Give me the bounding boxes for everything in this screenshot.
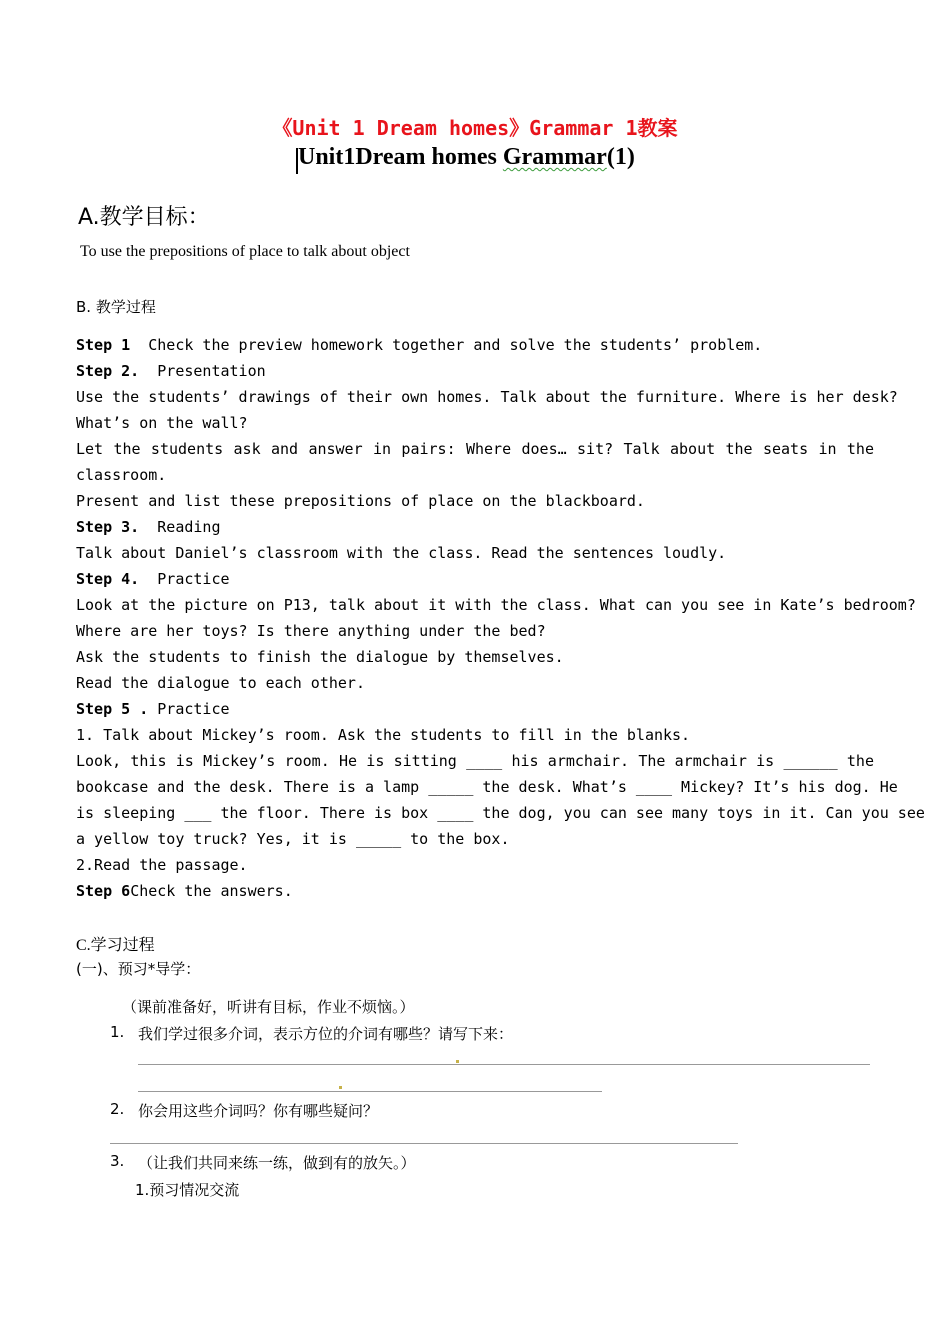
step5-title: Practice — [157, 700, 230, 718]
step5-fill-line1: Look, this is Mickey’s room. He is sitting ____ his armchair. The armchair is ______ the — [76, 752, 874, 770]
section-c-note: （课前准备好，听讲有目标，作业不烦恼。） — [122, 998, 415, 1016]
section-c-sub1: (一)、预习*导学： — [76, 960, 201, 978]
answer-line-1[interactable] — [138, 1064, 870, 1065]
subtitle-part3: (1) — [606, 144, 635, 170]
subtitle-part2-spellcheck: Grammar — [502, 144, 607, 170]
step2-title: Presentation — [157, 362, 266, 380]
step2-label: Step 2. — [76, 362, 140, 380]
answer-line-2[interactable] — [138, 1091, 602, 1092]
step3-line — [76, 514, 221, 540]
step4-line — [76, 566, 230, 592]
subtitle-part1: Unit1Dream homes — [298, 144, 503, 170]
step3-title: Reading — [157, 518, 221, 536]
section-a-objective: To use the prepositions of place to talk about object — [80, 243, 410, 260]
step3-text: Talk about Daniel’s classroom with the class. Read the sentences loudly. — [76, 544, 727, 562]
step4-title: Practice — [157, 570, 230, 588]
step5-item2: 2.Read the passage. — [76, 856, 248, 874]
step4-line2: Where are her toys? Is there anything under the bed? — [76, 622, 546, 640]
step5-fill-line2: bookcase and the desk. There is a lamp _____ the desk. What’s ____ Mickey? It’s his dog. He — [76, 778, 898, 796]
step3-label: Step 3. — [76, 518, 140, 536]
step5-item1: 1. Talk about Mickey’s room. Ask the students to fill in the blanks. — [76, 726, 691, 744]
step2-paragraph1-line2: What’s on the wall? — [76, 414, 248, 432]
question2-text: 你会用这些介词吗？你有哪些疑问？ — [138, 1102, 379, 1120]
step1-label: Step 1 — [76, 336, 131, 354]
document-subtitle — [298, 144, 635, 171]
step6-label: Step 6 — [76, 882, 131, 900]
document-title-red: 《Unit 1 Dream homes》Grammar 1教案 — [272, 116, 678, 140]
step2-paragraph3: Present and list these prepositions of place on the blackboard. — [76, 492, 645, 510]
step2-paragraph2-line2: classroom. — [76, 466, 167, 484]
step4-label: Step 4. — [76, 570, 140, 588]
section-a-heading: A.教学目标： — [78, 205, 210, 230]
answer-line-3[interactable] — [110, 1143, 738, 1144]
question3-subitem: 1.预习情况交流 — [135, 1181, 240, 1199]
step5-fill-line3: is sleeping ___ the floor. There is box ____ the dog, you can see many toys in it. Can you see — [76, 804, 925, 822]
question1-text: 我们学过很多介词，表示方位的介词有哪些？请写下来： — [138, 1025, 514, 1043]
question3-text: （让我们共同来练一练，做到有的放矢。） — [138, 1154, 416, 1172]
step2-paragraph1-line1: Use the students’ drawings of their own homes. Talk about the furniture. Where is her desk? — [76, 388, 898, 406]
step2-paragraph2-line1: Let the students ask and answer in pairs: Where does… sit? Talk about the seats in the — [76, 440, 874, 458]
step1-line — [76, 332, 762, 358]
step5-fill-line4: a yellow toy truck? Yes, it is _____ to the box. — [76, 830, 510, 848]
step6-text: Check the answers. — [130, 882, 293, 900]
step4-line4: Read the dialogue to each other. — [76, 674, 365, 692]
step6-line — [76, 878, 293, 904]
question3-number: 3. — [110, 1152, 125, 1170]
step4-line1: Look at the picture on P13, talk about it with the class. What can you see in Kate’s bedroom? — [76, 596, 916, 614]
step5-label: Step 5 . — [76, 700, 149, 718]
step5-line — [76, 696, 230, 722]
question1-number: 1. — [110, 1023, 125, 1041]
section-c-heading: C.学习过程 — [76, 937, 155, 954]
section-b-heading: B. 教学过程 — [76, 298, 156, 316]
question2-number: 2. — [110, 1100, 125, 1118]
editor-mark — [456, 1060, 459, 1063]
step2-line — [76, 358, 266, 384]
step1-text: Check the preview homework together and solve the students’ problem. — [148, 336, 763, 354]
editor-mark — [339, 1086, 342, 1089]
step4-line3: Ask the students to finish the dialogue by themselves. — [76, 648, 564, 666]
